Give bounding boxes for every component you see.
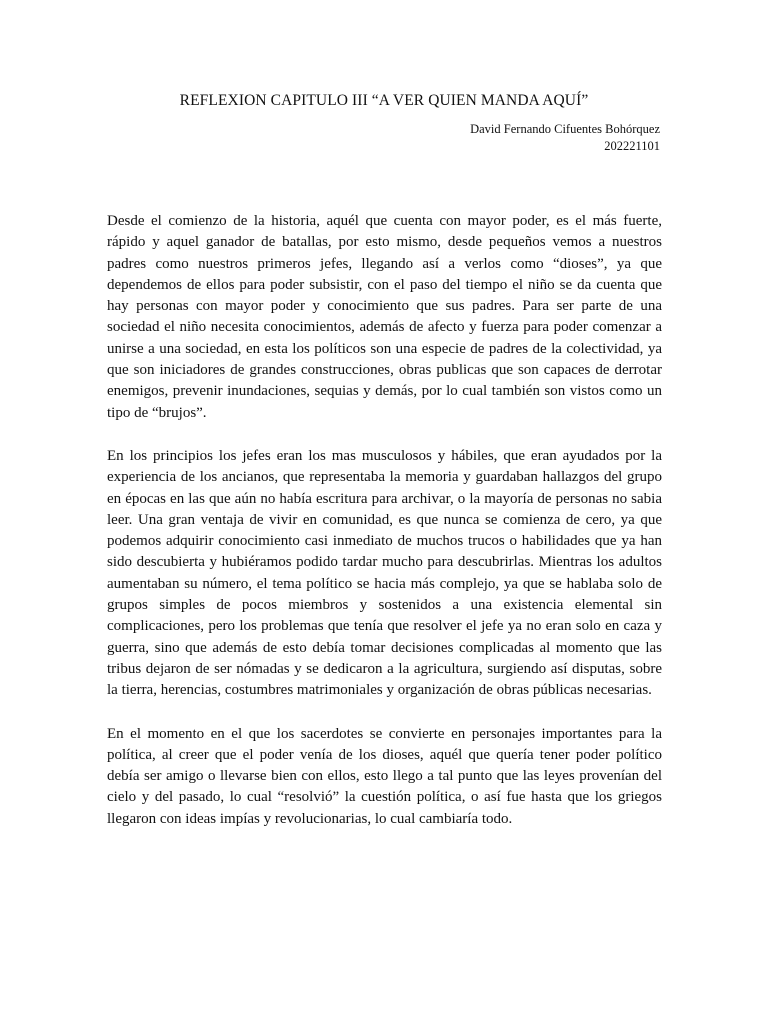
paragraph-3: En el momento en el que los sacerdotes se convierte en personajes importantes para la política, al creer que el poder venía de los dioses, aquél que quería tener poder político debía ser amigo o llevarse bien con ellos, esto llego a tal punto que las leyes provenían del cielo y del pasado, lo cual “resolvió” la cuestión política, o así fue hasta que los griegos llegaron con ideas impías y revolucionarias, lo cual cambiaría todo. — [107, 725, 662, 827]
paragraph-1: Desde el comienzo de la historia, aquél que cuenta con mayor poder, es el más fuerte, rápido y aquel ganador de batallas, por esto mismo, desde pequeños vemos a nuestros padres como nuestros primeros jefes, llegando así a verlos como “dioses”, ya que dependemos de ellos para poder subsistir, con el paso del tiempo el niño se da cuenta que hay personas con mayor poder y conocimiento que sus padres. Para ser parte de una sociedad el niño necesita conocimientos, además de afecto y fuerza para poder comenzar a unirse a una sociedad, en esta los políticos son una especie de padres de la colectividad, ya que son iniciadores de grandes construcciones, obras publicas que son capaces de derrotar enemigos, prevenir inundaciones, sequias y demás, por lo cual también son vistos como un tipo de “brujos”. — [107, 213, 662, 421]
paragraph-2: En los principios los jefes eran los mas musculosos y hábiles, que eran ayudados por la experiencia de los ancianos, que representaba la memoria y guardaban hallazgos del grupo en épocas en las que aún no había escritura para archivar, o la mayoría de personas no sabia leer. Una gran ventaja de vivir en comunidad, es que nunca se comienza de cero, ya que podemos adquirir conocimiento casi inmediato de muchos trucos o habilidades que ya han sido descubierta y hubiéramos podido tardar mucho para descubrirlas. Mientras los adultos aumentaban su número, el tema político se hacia más complejo, ya que se hablaba solo de grupos simples de pocos miembros y sostenidos a una existencia elemental sin complicaciones, pero los problemas que tenía que resolver el jefe ya no eran solo en caza y guerra, sino que además de esto debía tomar decisiones complicadas al momento que las tribus dejaron de ser nómadas y se dedicaron a la agricultura, surgiendo así disputas, sobre la tierra, herencias, costumbres matrimoniales y organización de obras públicas necesarias. — [107, 447, 662, 699]
document-title: REFLEXION CAPITULO III “A VER QUIEN MANDA AQUÍ” — [179, 92, 589, 109]
document-body — [107, 211, 662, 852]
author-block — [470, 121, 660, 155]
author-name: David Fernando Cifuentes Bohórquez — [470, 122, 660, 136]
student-id: 202221101 — [604, 139, 660, 153]
